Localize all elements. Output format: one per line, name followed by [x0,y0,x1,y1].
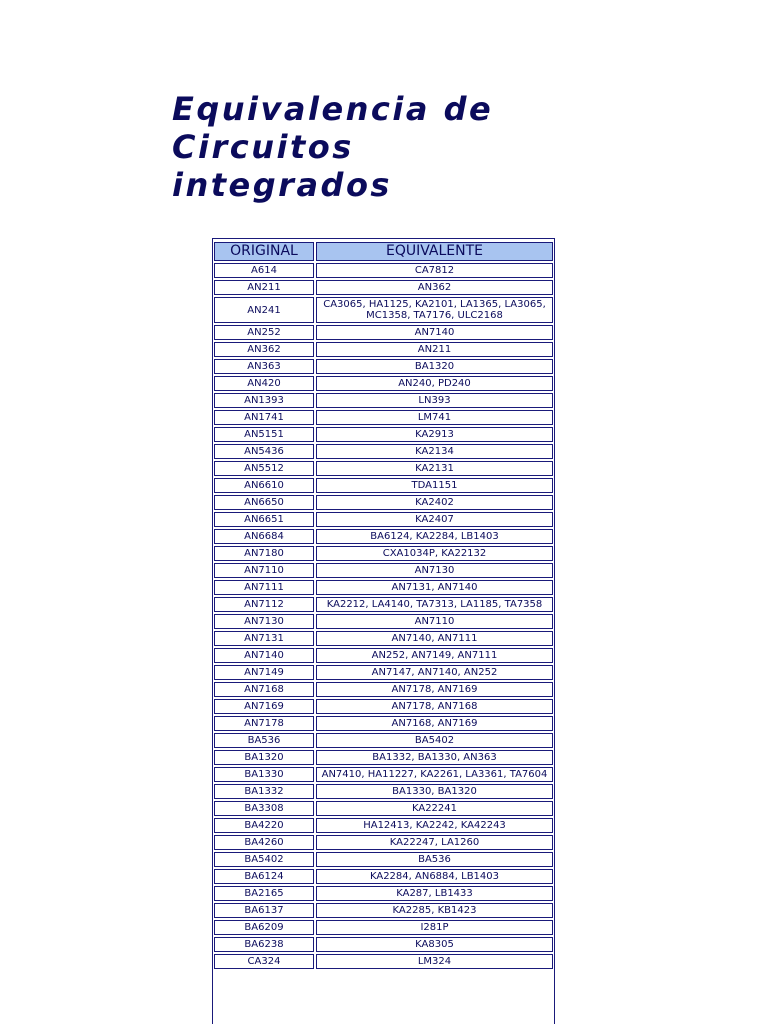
cell-equivalente: KA2402 [316,495,553,510]
cell-equivalente: AN7140, AN7111 [316,631,553,646]
cell-equivalente: CA3065, HA1125, KA2101, LA1365, LA3065, MC1358, TA7176, ULC2168 [316,297,553,323]
cell-original: AN7110 [214,563,314,578]
equivalence-table-container [212,238,555,1024]
cell-original: AN1741 [214,410,314,425]
cell-original: AN362 [214,342,314,357]
cell-original: AN6651 [214,512,314,527]
table-row [214,495,553,510]
cell-original: AN7140 [214,648,314,663]
cell-equivalente: KA2407 [316,512,553,527]
table-row [214,410,553,425]
cell-original: AN7111 [214,580,314,595]
cell-original: AN7112 [214,597,314,612]
cell-original: AN5151 [214,427,314,442]
table-row [214,716,553,731]
table-header-row [214,242,553,261]
table-row [214,937,553,952]
title-line-2: Circuitos [172,128,354,166]
cell-equivalente: AN7131, AN7140 [316,580,553,595]
cell-original: AN6650 [214,495,314,510]
cell-equivalente: AN362 [316,280,553,295]
page-title [172,90,572,204]
cell-equivalente: AN7110 [316,614,553,629]
cell-original: AN7180 [214,546,314,561]
table-row [214,546,553,561]
cell-original: BA5402 [214,852,314,867]
cell-equivalente: KA2212, LA4140, TA7313, LA1185, TA7358 [316,597,553,612]
cell-equivalente: BA1332, BA1330, AN363 [316,750,553,765]
table-row [214,563,553,578]
table-row [214,733,553,748]
cell-original: AN7131 [214,631,314,646]
cell-equivalente: LM324 [316,954,553,969]
cell-equivalente: KA2134 [316,444,553,459]
cell-original: BA6238 [214,937,314,952]
table-row [214,852,553,867]
cell-original: AN7130 [214,614,314,629]
cell-original: AN5512 [214,461,314,476]
table-row [214,682,553,697]
cell-equivalente: AN7168, AN7169 [316,716,553,731]
table-row [214,614,553,629]
table-row [214,359,553,374]
cell-equivalente: I281P [316,920,553,935]
cell-equivalente: KA2131 [316,461,553,476]
table-row [214,818,553,833]
cell-original: BA6137 [214,903,314,918]
cell-original: BA536 [214,733,314,748]
cell-original: AN6610 [214,478,314,493]
table-row [214,325,553,340]
cell-equivalente: AN7178, AN7169 [316,682,553,697]
cell-equivalente: HA12413, KA2242, KA42243 [316,818,553,833]
header-original: ORIGINAL [214,242,314,261]
cell-original: AN420 [214,376,314,391]
cell-original: CA324 [214,954,314,969]
cell-original: AN211 [214,280,314,295]
table-row [214,597,553,612]
cell-equivalente: AN7178, AN7168 [316,699,553,714]
table-row [214,342,553,357]
cell-original: BA2165 [214,886,314,901]
cell-original: BA3308 [214,801,314,816]
table-row [214,784,553,799]
table-row [214,631,553,646]
table-row [214,869,553,884]
cell-equivalente: BA1320 [316,359,553,374]
cell-equivalente: AN7147, AN7140, AN252 [316,665,553,680]
equivalence-table [212,240,555,971]
cell-original: BA4220 [214,818,314,833]
table-row [214,835,553,850]
cell-original: AN7168 [214,682,314,697]
cell-equivalente: CA7812 [316,263,553,278]
table-row [214,263,553,278]
cell-equivalente: AN240, PD240 [316,376,553,391]
table-row [214,954,553,969]
table-row [214,886,553,901]
table-row [214,750,553,765]
cell-equivalente: BA5402 [316,733,553,748]
cell-equivalente: BA1330, BA1320 [316,784,553,799]
cell-original: BA1320 [214,750,314,765]
table-row [214,767,553,782]
cell-equivalente: AN7130 [316,563,553,578]
table-row [214,461,553,476]
cell-original: AN241 [214,297,314,323]
table-row [214,529,553,544]
table-row [214,648,553,663]
table-row [214,801,553,816]
table-row [214,699,553,714]
cell-original: BA4260 [214,835,314,850]
table-row [214,665,553,680]
cell-equivalente: LN393 [316,393,553,408]
table-row [214,478,553,493]
cell-original: BA6209 [214,920,314,935]
cell-equivalente: KA2284, AN6884, LB1403 [316,869,553,884]
cell-equivalente: TDA1151 [316,478,553,493]
cell-equivalente: KA22247, LA1260 [316,835,553,850]
table-row [214,376,553,391]
table-row [214,393,553,408]
cell-equivalente: CXA1034P, KA22132 [316,546,553,561]
table-row [214,512,553,527]
cell-equivalente: BA536 [316,852,553,867]
cell-equivalente: AN7410, HA11227, KA2261, LA3361, TA7604 [316,767,553,782]
table-body [214,263,553,969]
cell-equivalente: AN211 [316,342,553,357]
cell-equivalente: KA2285, KB1423 [316,903,553,918]
cell-equivalente: KA8305 [316,937,553,952]
cell-original: AN7178 [214,716,314,731]
cell-original: AN252 [214,325,314,340]
table-row [214,903,553,918]
cell-equivalente: AN7140 [316,325,553,340]
cell-original: BA6124 [214,869,314,884]
table-row [214,427,553,442]
cell-original: AN7169 [214,699,314,714]
cell-original: BA1332 [214,784,314,799]
header-equivalente: EQUIVALENTE [316,242,553,261]
cell-original: AN5436 [214,444,314,459]
title-line-1: Equivalencia de [172,90,494,128]
table-row [214,297,553,323]
cell-equivalente: AN252, AN7149, AN7111 [316,648,553,663]
cell-original: AN7149 [214,665,314,680]
cell-original: AN363 [214,359,314,374]
table-row [214,580,553,595]
cell-original: AN1393 [214,393,314,408]
title-line-3: integrados [172,166,392,204]
cell-equivalente: BA6124, KA2284, LB1403 [316,529,553,544]
table-row [214,920,553,935]
cell-original: A614 [214,263,314,278]
table-row [214,444,553,459]
cell-equivalente: KA287, LB1433 [316,886,553,901]
table-row [214,280,553,295]
cell-equivalente: LM741 [316,410,553,425]
cell-equivalente: KA2913 [316,427,553,442]
cell-original: BA1330 [214,767,314,782]
cell-original: AN6684 [214,529,314,544]
cell-equivalente: KA22241 [316,801,553,816]
